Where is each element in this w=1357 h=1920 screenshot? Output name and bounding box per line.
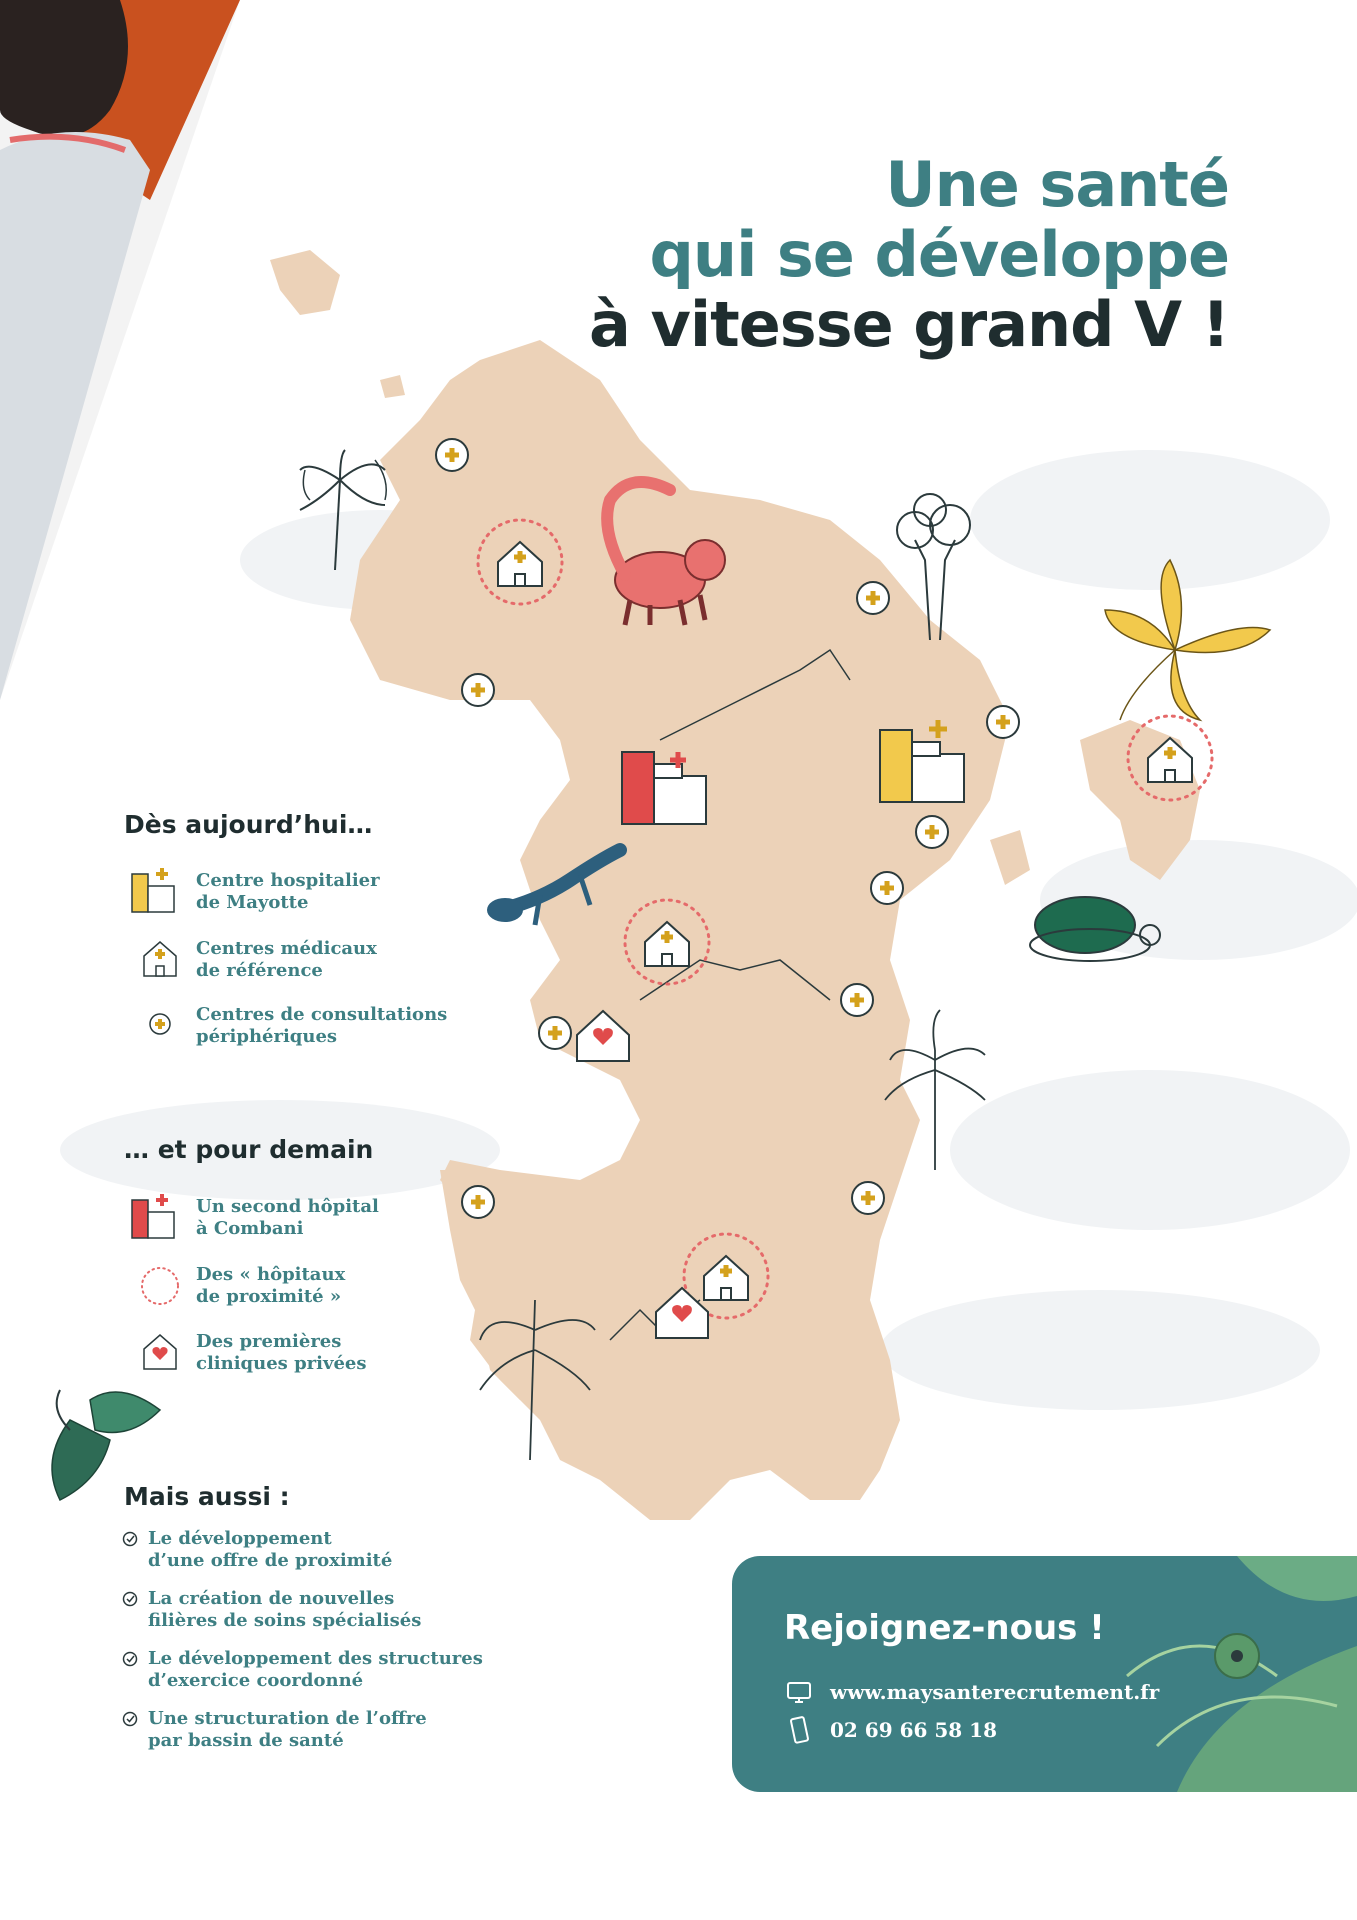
aussi-list: [118, 1528, 518, 1768]
aussi-item: [118, 1588, 518, 1632]
legend-label-line: Un second hôpital à Combani: [196, 1196, 379, 1239]
legend-today-heading: Dès aujourd’hui…: [124, 810, 373, 839]
aussi-item-text: Une structuration de l’offre par bassin de santé: [148, 1708, 427, 1751]
aussi-item-text: Le développement d’une offre de proximité: [148, 1528, 393, 1571]
medical-house-icon: [130, 934, 184, 984]
heart-house-icon: [130, 1327, 184, 1377]
check-circle-icon: [122, 1651, 138, 1667]
check-circle-icon: [122, 1711, 138, 1727]
aussi-item: [118, 1648, 518, 1692]
legend-item-hospital: [130, 866, 460, 916]
legend-label-line: Des premières cliniques privées: [196, 1331, 367, 1374]
phone-number[interactable]: 02 69 66 58 18: [830, 1718, 998, 1742]
website-link[interactable]: www.maysanterecrutement.fr: [830, 1680, 1160, 1704]
legend-label: [196, 1331, 367, 1375]
hospital-building-red-icon: [130, 1192, 184, 1242]
aussi-item-text: Le développement des structures d’exercice coordonné: [148, 1648, 483, 1691]
title-line-1: Une santé: [885, 148, 1229, 221]
islet-w: [380, 375, 405, 398]
leaves-decoration: [1097, 1556, 1357, 1792]
plus-circle-icon: [130, 1000, 184, 1050]
legend-tomorrow-heading: … et pour demain: [124, 1135, 374, 1164]
legend-item-medical-center: [130, 934, 460, 984]
legend-label: [196, 938, 377, 982]
legend-label-line: Centres médicaux de référence: [196, 938, 377, 981]
legend-label: [196, 870, 380, 914]
legend-label-line: Centre hospitalier de Mayotte: [196, 870, 380, 913]
title-line-3: à vitesse grand V !: [589, 288, 1229, 361]
aussi-item: [118, 1528, 518, 1572]
islet-north: [270, 250, 340, 315]
legend-item-consultation: [130, 1000, 460, 1050]
legend-item-second-hospital: [130, 1192, 460, 1242]
legend-item-proximity-hospital: [130, 1260, 460, 1310]
dotted-circle-icon: [130, 1260, 184, 1310]
legend-item-private-clinic: [130, 1327, 460, 1377]
legend-label: [196, 1196, 379, 1240]
legend-label: [196, 1264, 345, 1308]
legend-label: [196, 1004, 447, 1048]
aussi-item-text: La création de nouvelles filières de soins spécialisés: [148, 1588, 422, 1631]
islet-east: [990, 830, 1030, 885]
page-title: [589, 150, 1229, 360]
cta-heading: Rejoignez-nous !: [784, 1608, 1105, 1648]
hospital-building-yellow-icon: [130, 866, 184, 916]
contact-box: [732, 1556, 1357, 1792]
phone-icon: [784, 1715, 814, 1745]
monitor-icon: [784, 1677, 814, 1707]
legend-label-line: Des « hôpitaux de proximité »: [196, 1264, 346, 1307]
check-circle-icon: [122, 1531, 138, 1547]
legend-label-line: Centres de consultations périphériques: [196, 1004, 448, 1047]
aussi-heading: Mais aussi :: [124, 1482, 290, 1511]
aussi-item: [118, 1708, 518, 1752]
title-line-2: qui se développe: [649, 218, 1229, 291]
check-circle-icon: [122, 1591, 138, 1607]
